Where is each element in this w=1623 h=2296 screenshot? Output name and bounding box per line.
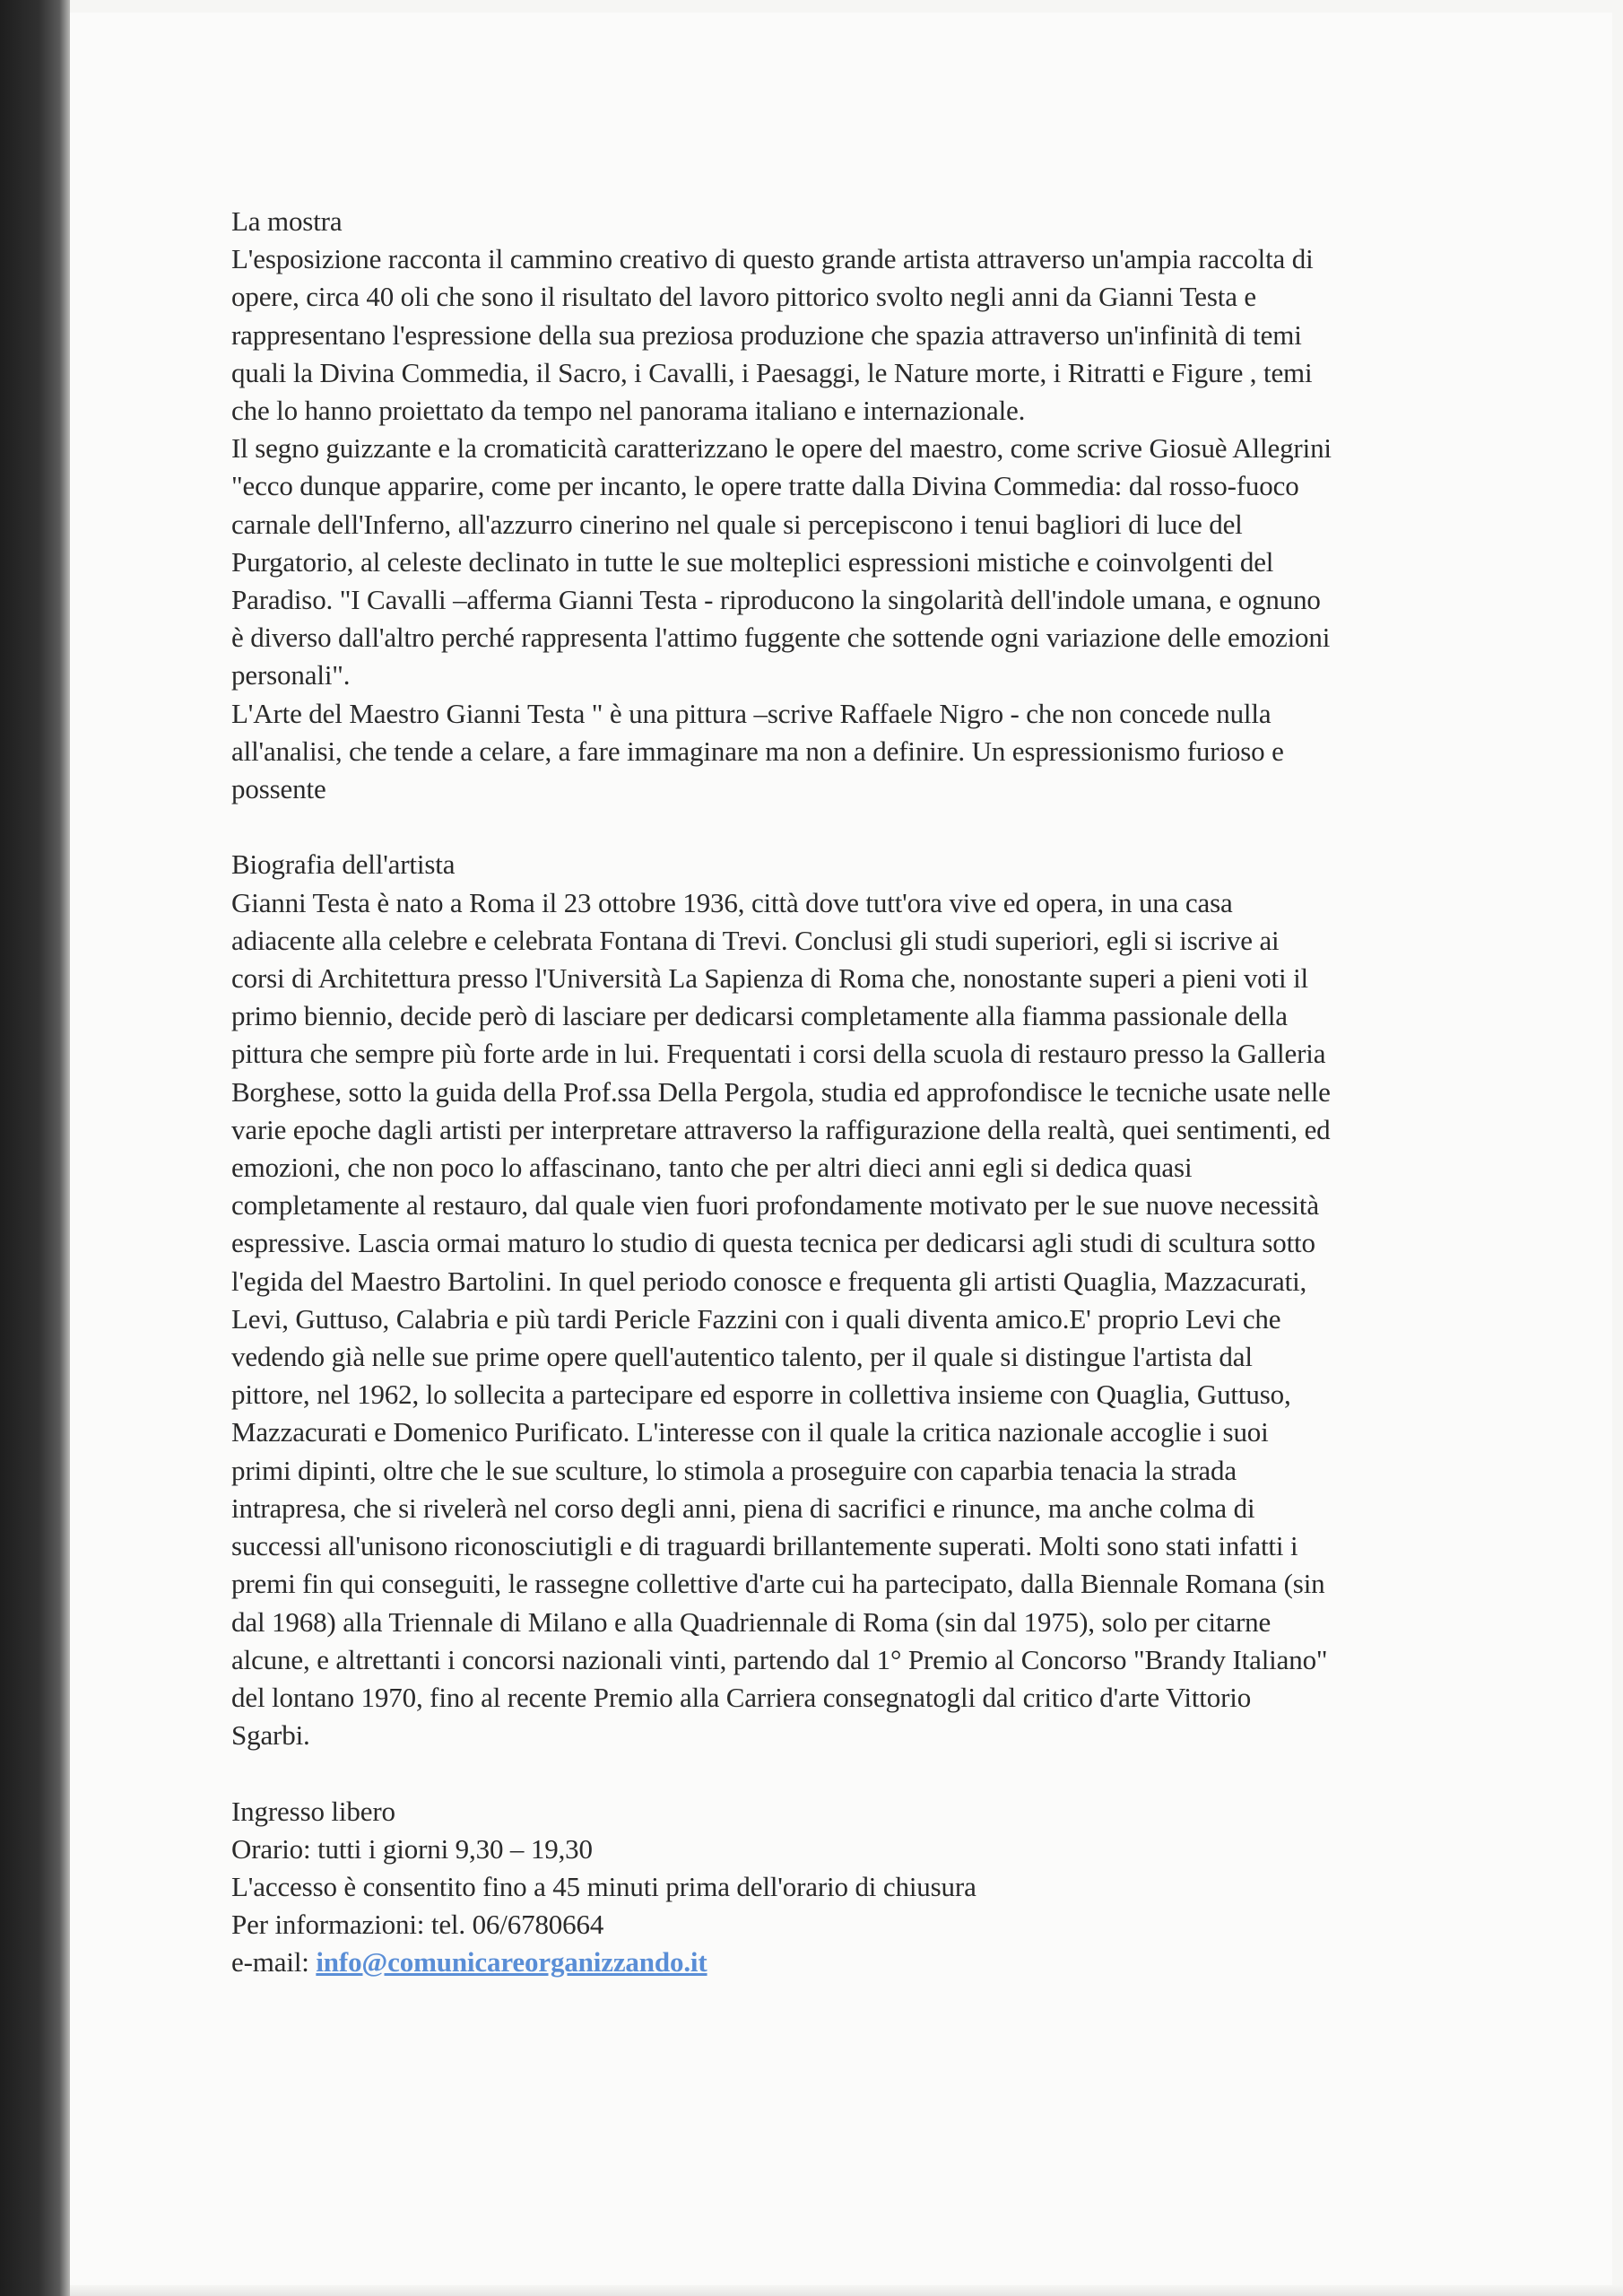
email-link[interactable]: info@comunicareorganizzando.it [316,1946,707,1979]
biografia-text-line: primo biennio, decide però di lasciare per dedicarsi completamente alla fiamma passionale della [231,1000,1288,1032]
section-mostra [231,203,1532,808]
biografia-text-line: espressive. Lascia ormai maturo lo studio di questa tecnica per dedicarsi agli studi di scultura sotto [231,1227,1315,1259]
biografia-text-line: Sgarbi. [231,1719,310,1752]
biografia-text-line: varie epoche dagli artisti per interpretare attraverso la raffigurazione della realtà, quei sentimenti, ed [231,1113,1331,1145]
biografia-text-line: pittore, nel 1962, lo sollecita a partecipare ed esporre in collettiva insieme con Quaglia, Guttuso, [231,1378,1291,1411]
biografia-text-line: l'egida del Maestro Bartolini. In quel periodo conosce e frequenta gli artisti Quaglia, Mazzacurati, [231,1265,1307,1297]
biografia-body [231,884,1532,1755]
mostra-text-line: Purgatorio, al celeste declinato in tutte le sue molteplici espressioni mistiche e coinvolgenti del [231,545,1274,578]
mostra-text-line: possente [231,773,326,805]
mostra-body [231,240,1532,808]
document-content [231,203,1532,1982]
mostra-text-line: quali la Divina Commedia, il Sacro, i Cavalli, i Paesaggi, le Nature morte, i Ritratti e Figure , temi [231,356,1313,388]
scan-dark-edge [0,0,70,2296]
section-biografia [231,846,1532,1754]
biografia-text-line: successi all'unisono riconosciutigli e di traguardi brillantemente superati. Molti sono stati infatti i [231,1530,1298,1562]
biografia-text-line: Gianni Testa è nato a Roma il 23 ottobre 1936, città dove tutt'ora vive ed opera, in una casa [231,886,1233,918]
biografia-text-line: Levi, Guttuso, Calabria e più tardi Pericle Fazzini con i quali diventa amico.E' proprio Levi che [231,1302,1281,1335]
mostra-text-line: è diverso dall'altro perché rappresenta l'attimo fuggente che sottende ogni variazione delle emozioni [231,622,1331,654]
biografia-text-line: dal 1968) alla Triennale di Milano e alla Quadriennale di Roma (sin dal 1975), solo per citarne [231,1605,1271,1638]
telefono-text: Per informazioni: tel. 06/6780664 [231,1909,604,1941]
biografia-text-line: vedendo già nelle sue prime opere quell'autentico talento, per il quale si distingue l'artista dal [231,1341,1253,1373]
accesso-text: L'accesso è consentito fino a 45 minuti prima dell'orario di chiusura [231,1870,976,1902]
section-heading-biografia: Biografia dell'artista [231,848,456,881]
biografia-text-line: primi dipinti, oltre che le sue sculture, lo stimola a proseguire con caparbia tenacia la strada [231,1454,1237,1486]
section-heading-mostra: La mostra [231,205,343,237]
biografia-text-line: completamente al restauro, dal quale vien fuori profondamente motivato per le sue nuove necessità [231,1189,1319,1222]
email-line [231,1944,1532,1981]
biografia-text-line: Borghese, sotto la guida della Prof.ssa Della Pergola, studia ed approfondisce le tecniche usate nelle [231,1075,1331,1108]
mostra-text-line: all'analisi, che tende a celare, a fare immaginare ma non a definire. Un espressionismo furioso e [231,735,1284,767]
biografia-text-line: Mazzacurati e Domenico Purificato. L'interesse con il quale la critica nazionale accoglie i suoi [231,1416,1269,1448]
mostra-text-line: Paradiso. "I Cavalli –afferma Gianni Testa - riproducono la singolarità dell'indole umana, e ognuno [231,584,1321,616]
email-label: e-mail: [231,1946,317,1979]
mostra-text-line: opere, circa 40 oli che sono il risultato del lavoro pittorico svolto negli anni da Gianni Testa e [231,281,1257,313]
mostra-text-line: carnale dell'Inferno, all'azzurro cinerino nel quale si percepiscono i tenui bagliori di luce del [231,508,1243,540]
section-info [231,1793,1532,1982]
biografia-text-line: intrapresa, che si rivelerà nel corso degli anni, piena di sacrifici e rinunce, ma anche colma di [231,1492,1255,1524]
mostra-text-line: rappresentano l'espressione della sua preziosa produzione che spazia attraverso un'infinità di temi [231,318,1302,351]
biografia-text-line: pittura che sempre più forte arde in lui. Frequentati i corsi della scuola di restauro presso la Galleria [231,1038,1326,1070]
mostra-text-line: L'Arte del Maestro Gianni Testa " è una pittura –scrive Raffaele Nigro - che non concede nulla [231,697,1271,729]
biografia-text-line: alcune, e altrettanti i concorsi nazionali vinti, partendo dal 1° Premio al Concorso "Brandy Italiano" [231,1643,1328,1675]
biografia-text-line: adiacente alla celebre e celebrata Fontana di Trevi. Conclusi gli studi superiori, egli si iscrive ai [231,924,1280,956]
scan-bottom-edge [70,2285,1623,2296]
orario-text: Orario: tutti i giorni 9,30 – 19,30 [231,1832,593,1865]
biografia-text-line: del lontano 1970, fino al recente Premio alla Carriera consegnatogli dal critico d'arte Vittorio [231,1681,1252,1713]
paragraph-gap [231,1754,1532,1792]
mostra-text-line: che lo hanno proiettato da tempo nel panorama italiano e internazionale. [231,395,1026,427]
biografia-text-line: premi fin qui conseguiti, le rassegne collettive d'arte cui ha partecipato, dalla Biennale Romana (sin [231,1568,1325,1600]
ingresso-text: Ingresso libero [231,1795,395,1827]
mostra-text-line: personali". [231,659,351,691]
biografia-text-line: emozioni, che non poco lo affascinano, tanto che per altri dieci anni egli si dedica quasi [231,1152,1193,1184]
mostra-text-line: "ecco dunque apparire, come per incanto, le opere tratte dalla Divina Commedia: dal rosso-fuoco [231,470,1299,502]
mostra-text-line: L'esposizione racconta il cammino creativo di questo grande artista attraverso un'ampia raccolta di [231,243,1314,275]
paragraph-gap [231,808,1532,846]
mostra-text-line: Il segno guizzante e la cromaticità caratterizzano le opere del maestro, come scrive Giosuè Allegrini [231,432,1332,465]
biografia-text-line: corsi di Architettura presso l'Università La Sapienza di Roma che, nonostante superi a pieni voti il [231,962,1308,995]
